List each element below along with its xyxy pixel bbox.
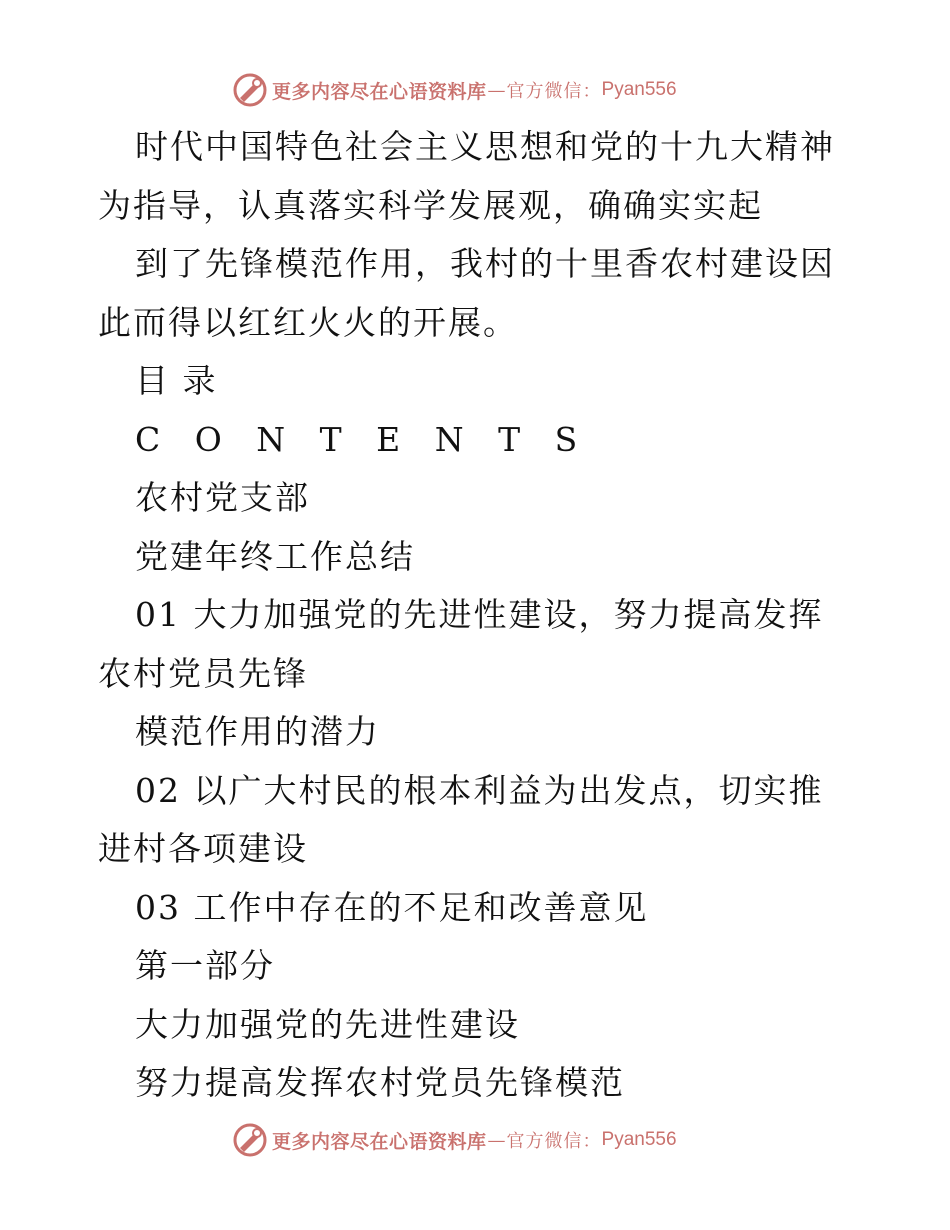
toc-title: 目 录 bbox=[135, 361, 218, 400]
toc-item-continued: 模范作用的潜力 bbox=[135, 712, 380, 751]
banner-dash: — bbox=[487, 79, 506, 101]
footer-watermark bbox=[232, 1121, 677, 1159]
heading-line: 党建年终工作总结 bbox=[135, 536, 415, 576]
brand-logo-icon bbox=[232, 1122, 268, 1158]
toc-item: 03 工作中存在的不足和改善意见 bbox=[135, 887, 649, 927]
section-title: 努力提高发挥农村党员先锋模范 bbox=[135, 1063, 625, 1102]
banner-wechat-id: Pyan556 bbox=[601, 1129, 677, 1150]
banner-brand: 更多内容尽在心语资料库 bbox=[272, 80, 487, 103]
section-label: 第一部分 bbox=[135, 946, 275, 985]
header-watermark bbox=[232, 71, 677, 109]
heading-line: 农村党支部 bbox=[135, 478, 310, 517]
toc-subtitle: C O N T E N T S bbox=[135, 419, 590, 459]
banner-wechat-id: Pyan556 bbox=[601, 79, 677, 100]
paragraph: 时代中国特色社会主义思想和党的十九大精神为指导，认真落实科学发展观，确确实实起 bbox=[98, 127, 835, 225]
toc-item: 02 以广大村民的根本利益为出发点，切实推进村各项建设 bbox=[98, 770, 824, 868]
section-title: 大力加强党的先进性建设 bbox=[135, 1004, 520, 1044]
banner-official-label: 官方微信： bbox=[506, 1131, 602, 1152]
paragraph: 到了先锋模范作用，我村的十里香农村建设因此而得以红红火火的开展。 bbox=[98, 244, 835, 342]
banner-official-label: 官方微信： bbox=[506, 81, 602, 102]
document-body bbox=[98, 118, 858, 1113]
banner-brand: 更多内容尽在心语资料库 bbox=[272, 1130, 487, 1153]
toc-item: 01 大力加强党的先进性建设，努力提高发挥农村党员先锋 bbox=[98, 595, 824, 693]
brand-logo-icon bbox=[232, 72, 268, 108]
banner-dash: — bbox=[487, 1129, 506, 1151]
